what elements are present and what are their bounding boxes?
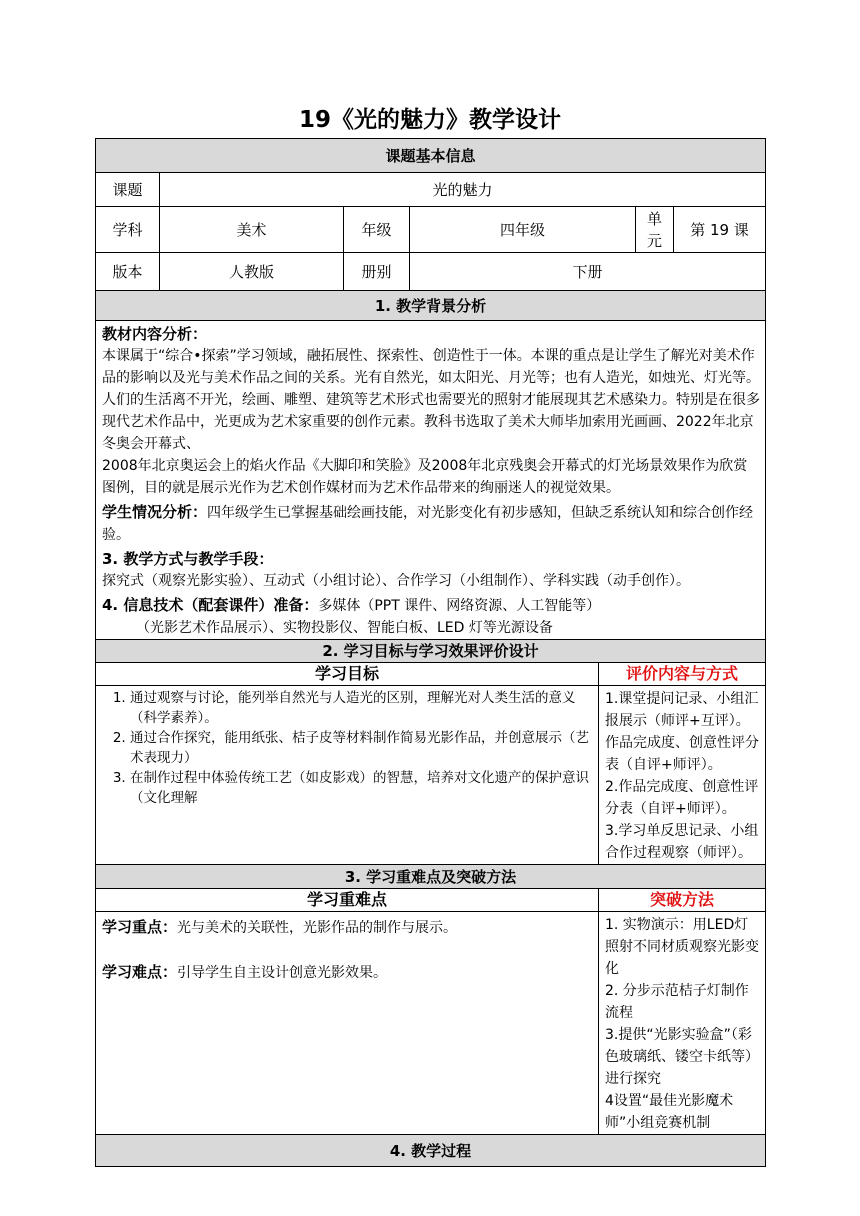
method-item: 3.提供“光影实验盒”（彩色玻璃纸、镂空卡纸等）进行探究 [605,1027,759,1087]
goal-item: 1. 通过观察与讨论，能列举自然光与人造光的区别，理解光对人类生活的意义（科学素养）。 [130,688,594,728]
goal-column-header: 学习目标 [96,663,599,686]
method-item: 4设置“最佳光影魔术师”小组竞赛机制 [605,1093,734,1131]
section3-header: 3. 学习重难点及突破方法 [96,865,766,889]
lesson-plan-table [95,138,765,1167]
difficult-point-text: 引导学生自主设计创意光影效果。 [177,965,388,981]
volume-label: 册别 [344,253,410,291]
edition-label: 版本 [96,253,160,291]
key-point-label: 学习重点： [102,918,178,936]
section1-header: 1. 教学背景分析 [96,291,766,321]
grade-value: 四年级 [410,207,636,253]
tech-prep-heading: 4. 信息技术（配套课件）准备： [102,596,319,614]
tech-prep-text2: （光影艺术作品展示）、实物投影仪、智能白板、LED 灯等光源设备 [136,620,553,636]
difficult-point-label: 学习难点： [102,963,178,981]
teaching-method-text: 探究式（观察光影实验）、互动式（小组讨论）、合作学习（小组制作）、学科实践（动手创作）。 [102,573,690,589]
section2-header: 2. 学习目标与学习效果评价设计 [96,640,766,663]
key-point-text: 光与美术的关联性，光影作品的制作与展示。 [177,920,458,936]
eval-column-header: 评价内容与方式 [599,663,766,686]
eval-item: 1.课堂提问记录、小组汇报展示（师评+互评）。 [605,691,759,729]
eval-item: 作品完成度、创意性评分表（自评+师评）。 [605,735,759,773]
topic-label: 课题 [96,173,160,207]
eval-item: 2.作品完成度、创意性评分表（自评+师评）。 [605,779,759,817]
unit-label: 单元 [636,207,674,253]
key-difficult-points [96,912,599,1135]
topic-value: 光的魅力 [160,173,766,207]
eval-item: 3.学习单反思记录、小组合作过程观察（师评）。 [605,823,759,861]
method-item: 1. 实物演示：用LED灯照射不同材质观察光影变化 [605,917,759,977]
goal-item: 2. 通过合作探究，能用纸张、桔子皮等材料制作简易光影作品，并创意展示（艺术表现力） [130,728,594,768]
key-points-column-header: 学习重难点 [96,889,599,912]
section4-header: 4. 教学过程 [96,1135,766,1167]
content-analysis-heading: 教材内容分析： [102,325,208,343]
subject-label: 学科 [96,207,160,253]
basic-info-header: 课题基本信息 [96,139,766,173]
edition-value: 人教版 [160,253,344,291]
tech-prep-text1: 多媒体（PPT 课件、网络资源、人工智能等） [318,598,601,614]
background-analysis [96,321,766,640]
grade-label: 年级 [344,207,410,253]
page-title: 19《光的魅力》教学设计 [298,107,561,133]
evaluation-methods [599,686,766,865]
goal-item: 3. 在制作过程中体验传统工艺（如皮影戏）的智慧，培养对文化遗产的保护意识（文化理解 [130,768,594,808]
breakthrough-methods [599,912,766,1135]
unit-value: 第 19 课 [674,207,766,253]
learning-goals [96,686,599,865]
content-analysis-para2: 2008年北京奥运会上的焰火作品《大脚印和笑脸》及2008年北京残奥会开幕式的灯光场景效果作为欣赏图例，目的就是展示光作为艺术创作媒材而为艺术作品带来的绚丽迷人的视觉效果。 [102,458,748,496]
method-column-header: 突破方法 [599,889,766,912]
teaching-method-heading: 3. 教学方式与教学手段： [102,550,274,568]
volume-value: 下册 [410,253,766,291]
content-analysis-para1: 本课属于“综合•探索”学习领域，融拓展性、探索性、创造性于一体。本课的重点是让学生了解光对美术作品的影响以及光与美术作品之间的关系。光有自然光，如太阳光、月光等；也有人造光，如烛光、灯光等。人们的生活离不开光，绘画、雕塑、建筑等艺术形式也需要光的照射才能展现其艺术感染力。特别是在很多现代艺术作品中，光更成为艺术家重要的创作元素。教科书选取了美术大师毕加索用光画画、2022年北京冬奥会开幕式、 [102,348,760,452]
method-item: 2. 分步示范桔子灯制作流程 [605,983,749,1021]
student-analysis-text: 四年级学生已掌握基础绘画技能，对光影变化有初步感知，但缺乏系统认知和综合创作经验。 [102,505,754,543]
student-analysis-heading: 学生情况分析： [102,503,208,521]
subject-value: 美术 [160,207,344,253]
